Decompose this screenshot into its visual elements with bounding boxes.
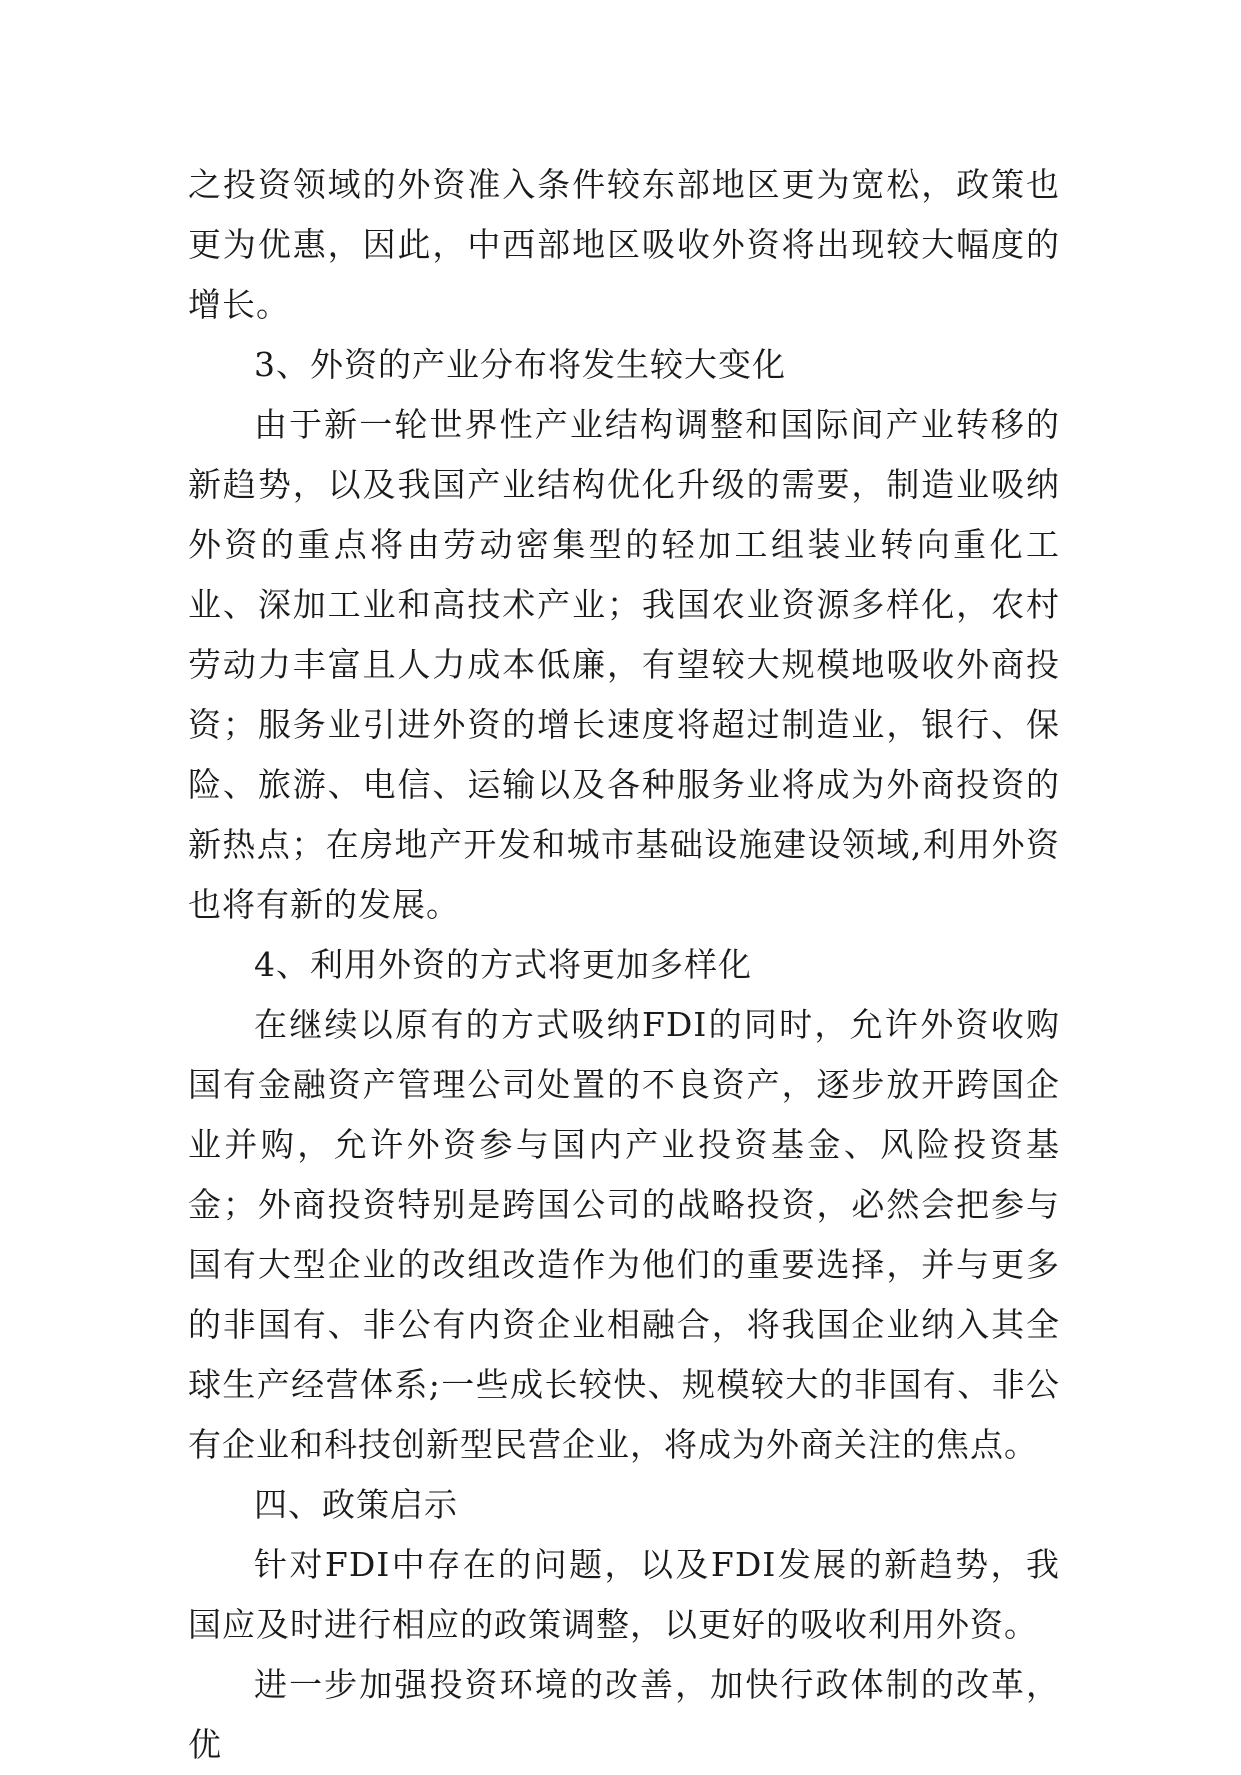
paragraph-industry-distribution: 由于新一轮世界性产业结构调整和国际间产业转移的新趋势，以及我国产业结构优化升级的需要，制造业吸纳外资的重点将由劳动密集型的轻加工组装业转向重化工业、深加工业和高技术产业；我国农业资源多样化，农村劳动力丰富且人力成本低廉，有望较大规模地吸收外商投资；服务业引进外资的增长速度将超过制造业，银行、保险、旅游、电信、运输以及各种服务业将成为外商投资的新热点；在房地产开发和城市基础设施建设领域,利用外资也将有新的发展。 [188, 405, 1060, 924]
paragraph-environment: 进一步加强投资环境的改善，加快行政体制的改革，优 [188, 1665, 1060, 1764]
paragraph-investment-methods: 在继续以原有的方式吸纳FDI的同时，允许外资收购国有金融资产管理公司处置的不良资产，逐步放开跨国企业并购，允许外资参与国内产业投资基金、风险投资基金；外商投资特别是跨国公司的战略投资，必然会把参与国有大型企业的改组改造作为他们的重要选择，并与更多的非国有、非公有内资企业相融合，将我国企业纳入其全球生产经营体系;一些成长较快、规模较大的非国有、非公有企业和科技创新型民营企业，将成为外商关注的焦点。 [188, 1005, 1060, 1464]
section-heading-4: 4、利用外资的方式将更加多样化 [254, 945, 752, 984]
paragraph-policy-intro: 针对FDI中存在的问题，以及FDI发展的新趋势，我国应及时进行相应的政策调整，以更好的吸收利用外资。 [188, 1545, 1060, 1644]
paragraph-continuation: 之投资领域的外资准入条件较东部地区更为宽松，政策也更为优惠，因此，中西部地区吸收外资将出现较大幅度的增长。 [188, 165, 1060, 324]
section-heading-3: 3、外资的产业分布将发生较大变化 [254, 345, 786, 384]
section-heading-policy: 四、政策启示 [254, 1485, 458, 1524]
document-body [188, 155, 1060, 1775]
